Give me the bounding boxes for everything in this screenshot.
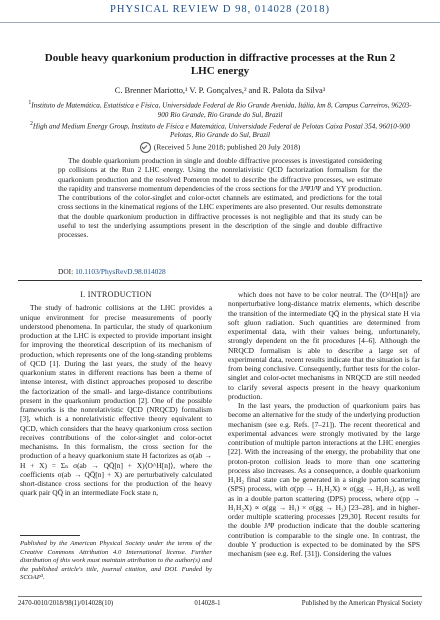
affiliation-text: Instituto de Matemática, Estatística e Física, Universidade Federal de Rio Grande Avenida, Itália, km 8, Campus Carreiros, 96203-900 Rio Grande, Rio Grande do Sul, Brazil — [31, 101, 412, 119]
footer-rule — [18, 596, 422, 597]
body-paragraph: In the last years, the production of quarkonium pairs has become an alternative for the study of the underlying production mechanism (see e.g. Refs. [7–21]). The recent theoretical and experimental advances were strongly motivated by the large contribution of multiple parton interactions at the LHC energies [22]. With the increasing of the energy, the probability that one proton-proton collision leads to more than one scattering process also increases. As a consequence, a double quarkonium H₁H₂ final state can be generated in a single parton scattering (SPS) process, with σ(pp → H₁H₂X) ∝ σ(gg → H₁H₂), as well as in a double parton scattering (DPS) process, where σ(pp → H₁H₂X) ∝ σ(gg → H₁) × σ(gg → H₂) [23–28], and in higher-order multiple scattering processes [29,30]. Recent results for the double J/Ψ production indicate that the double scattering contribution is comparable to the single one. In contrast, the double Υ production is expected to be dominated by the SPS mechanism (see e.g. Ref. [31]). Considering the values — [228, 401, 420, 558]
journal-citation: PHYSICAL REVIEW D 98, 014028 (2018) — [110, 4, 330, 15]
received-text: (Received 5 June 2018; published 20 July 2018) — [153, 142, 301, 152]
paper-title: Double heavy quarkonium production in diffractive processes at the Run 2 LHC energy — [44, 52, 396, 77]
body-paragraph: The study of hadronic collisions at the LHC provides a unique environment for precise measurements of poorly understood phenomena. In particular, the study of quarkonium production at the LHC is expected to provide important insight for improving the theoretical description of its mechanism of production, which represents one of the long-standing problems of QCD [1]. During the last years, the study of the heavy quarkonium states in different reactions has been a theme of intense interest, with distinct approaches proposed to describe the factorization of the small- and large-distance contributions present in the quarkonium production [2]. One of the possible frameworks is the nonrelativistic QCD (NRQCD) formalism [3], which is a nonrelativistic effective theory equivalent to QCD, which considers that the heavy quarkonium cross section receives contributions of the color-singlet and color-octet mechanisms. In this formalism, the cross section for the production of a heavy quarkonium state H factorizes as σ(ab → H + X) = Σₙ σ(ab → QQ̄[n] + X)⟨O^H[n]⟩, where the coefficients σ(ab → QQ̄[n] + X) are perturbatively calculated short-distance cross sections for the production of the heavy quark pair QQ̄ in an intermediate Fock state n, — [20, 303, 212, 498]
left-column — [20, 290, 212, 498]
publication-dates — [0, 142, 440, 153]
affiliation-text: High and Medium Energy Group, Instituto de Física e Matemática, Universidade Federal de Pelotas Caixa Postal 354, 96010-900 Pelotas, Rio Grande do Sul, Brazil — [32, 122, 411, 140]
footnote-divider — [20, 535, 80, 536]
affiliation-number: 1 — [28, 100, 32, 106]
footer-page-number: 014028-1 — [194, 600, 221, 607]
footer-issn: 2470-0010/2018/98(1)/014028(10) — [18, 600, 114, 607]
doi-label: DOI: — [58, 267, 74, 276]
page-footer — [18, 600, 422, 607]
abstract: The double quarkonium production in single and double diffractive processes is investigated considering pp collisions at the Run 2 LHC energy. Using the nonrelativistic QCD factorization formalism for the quarkonium production and the resolved Pomeron model to describe the diffractive processes, we estimate the rapidity and transverse momentum dependencies of the cross sections for the J/ΨJ/Ψ and ΥΥ production. The contributions of the color-singlet and color-octet channels are estimated, and predictions for the total cross sections in the kinematical regions of the LHC experiments are also presented. Our results demonstrate that the double quarkonium production in diffractive processes is not negligible and that its study can be useful to test the underlying assumptions present in the description of the single and double diffractive processes. — [58, 156, 382, 240]
affiliation-number: 2 — [29, 120, 33, 127]
right-column — [228, 290, 420, 558]
affiliation-1 — [24, 99, 416, 120]
section-divider — [18, 280, 422, 281]
body-paragraph: which does not have to be color neutral. The ⟨O^H[n]⟩ are nonperturbative long-distance matrix elements, which describe the transition of the intermediate QQ̄ in the physical state H via soft gluon radiation. Such quantities are determined from experimental data, with their values being, unfortunately, strongly dependent on the fit procedures [4–6]. Although the NRQCD formalism is able to describe a large set of experimental data, recent results indicate that the situation is far from being conclusive. Consequently, further tests for the color-singlet and color-octet mechanisms in NRQCD are still needed to clarify several aspects present in the heavy quarkonium production. — [228, 290, 420, 401]
doi-link[interactable]: 10.1103/PhysRevD.98.014028 — [75, 267, 166, 276]
check-for-updates-icon[interactable] — [140, 142, 151, 153]
affiliations — [24, 99, 416, 141]
journal-header — [0, 0, 440, 23]
footer-publisher: Published by the American Physical Society — [301, 600, 422, 607]
doi-line — [58, 267, 166, 276]
license-footnote: Published by the American Physical Society under the terms of the Creative Commons Attribution 4.0 International license. Further distribution of this work must maintain attribution to the author(s) and the published article's title, journal citation, and DOI. Funded by SCOAP³. — [20, 540, 212, 582]
author-list: C. Brenner Mariotto,¹ V. P. Gonçalves,² and R. Palota da Silva³ — [114, 86, 326, 95]
section-heading: I. INTRODUCTION — [80, 290, 152, 299]
affiliation-2 — [24, 120, 416, 141]
